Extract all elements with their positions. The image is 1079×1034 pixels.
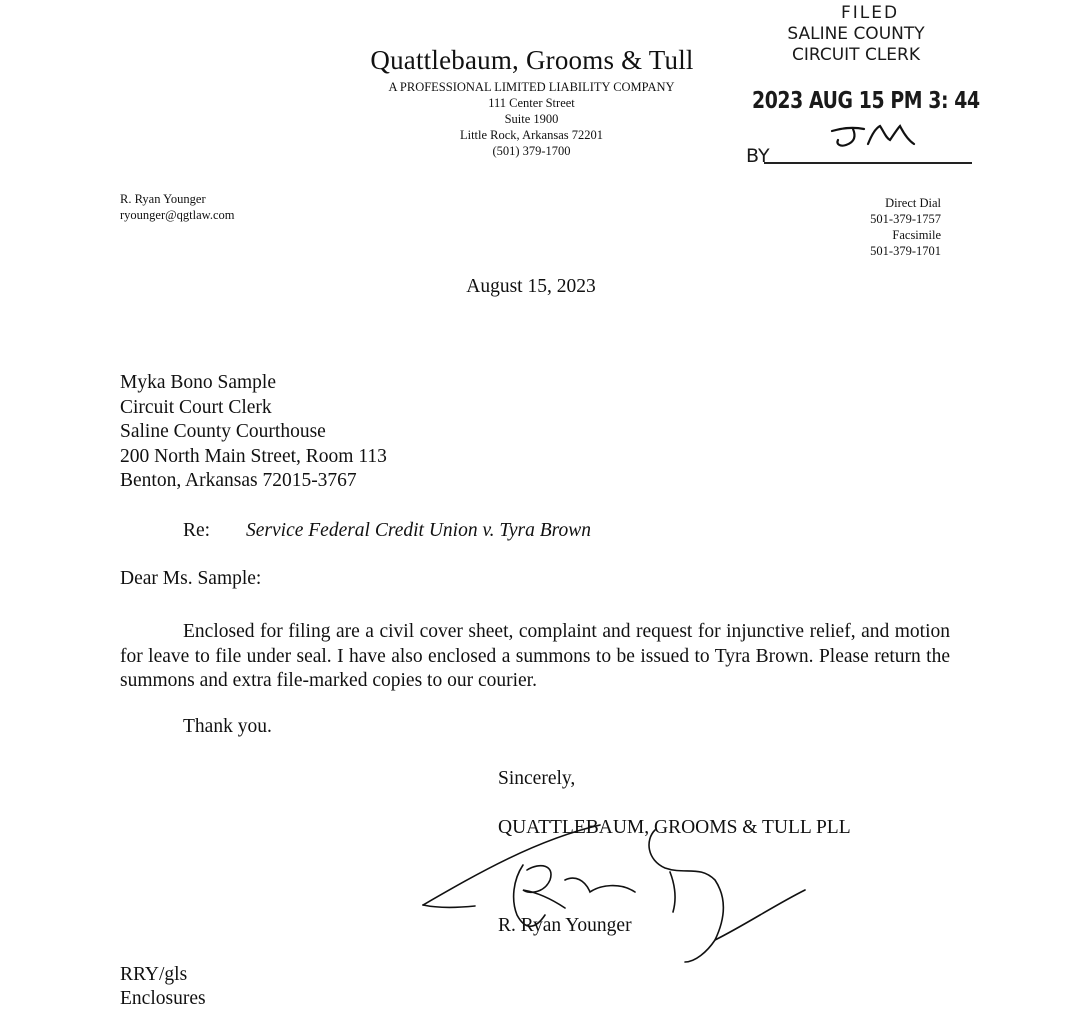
- attorney-name: R. Ryan Younger: [120, 192, 206, 206]
- direct-dial-label: Direct Dial: [885, 196, 941, 210]
- reference-initials: RRY/gls: [120, 964, 188, 985]
- stamp-county: SALINE COUNTY: [787, 24, 925, 44]
- body-paragraph: Enclosed for filing are a civil cover sheet, complaint and request for injunctive relief, and motion for leave to file under seal. I have also enclosed a summons to be issued to Tyra Brown. Please return the summons and extra file-marked copies to our courier.: [120, 621, 950, 691]
- handwritten-signature: [415, 820, 815, 970]
- firm-signature-line: QUATTLEBAUM, GROOMS & TULL PLL: [498, 817, 851, 838]
- facsimile-label: Facsimile: [892, 228, 941, 242]
- stamp-initials-handwriting: [828, 118, 918, 158]
- salutation: Dear Ms. Sample:: [120, 568, 262, 589]
- firm-entity-type: A PROFESSIONAL LIMITED LIABILITY COMPANY: [388, 80, 675, 94]
- firm-address-city: Little Rock, Arkansas 72201: [459, 128, 604, 142]
- firm-name: Quattlebaum, Grooms & Tull: [370, 45, 694, 75]
- firm-phone: (501) 379-1700: [492, 144, 571, 158]
- recipient-block: [120, 371, 387, 494]
- closing-sincerely: Sincerely,: [498, 768, 576, 789]
- letter-date: August 15, 2023: [466, 276, 596, 297]
- firm-address-suite: Suite 1900: [504, 112, 559, 126]
- attorney-email: ryounger@qgtlaw.com: [120, 208, 235, 222]
- attorney-block: [120, 191, 235, 223]
- stamp-by-label: BY: [746, 145, 770, 167]
- signer-name: R. Ryan Younger: [498, 915, 632, 936]
- stamp-datetime: 2023 AUG 15 PM 3: 44: [752, 88, 980, 114]
- closing-thanks: Thank you.: [183, 716, 272, 737]
- re-label: Re:: [183, 520, 211, 541]
- stamp-signature-line: [764, 162, 972, 164]
- recipient-city: Benton, Arkansas 72015-3767: [120, 470, 357, 491]
- facsimile-number: 501-379-1701: [870, 244, 941, 258]
- recipient-building: Saline County Courthouse: [120, 421, 326, 442]
- direct-dial-number: 501-379-1757: [870, 212, 941, 226]
- recipient-name: Myka Bono Sample: [120, 372, 276, 393]
- contact-block: [870, 195, 941, 259]
- stamp-filed: FILED: [840, 3, 900, 23]
- re-subject: Service Federal Credit Union v. Tyra Brown: [246, 520, 591, 541]
- firm-address-street: 111 Center Street: [488, 96, 575, 110]
- recipient-title: Circuit Court Clerk: [120, 396, 272, 418]
- recipient-street: 200 North Main Street, Room 113: [120, 445, 387, 467]
- enclosures-note: Enclosures: [120, 988, 206, 1009]
- stamp-clerk: CIRCUIT CLERK: [791, 45, 920, 65]
